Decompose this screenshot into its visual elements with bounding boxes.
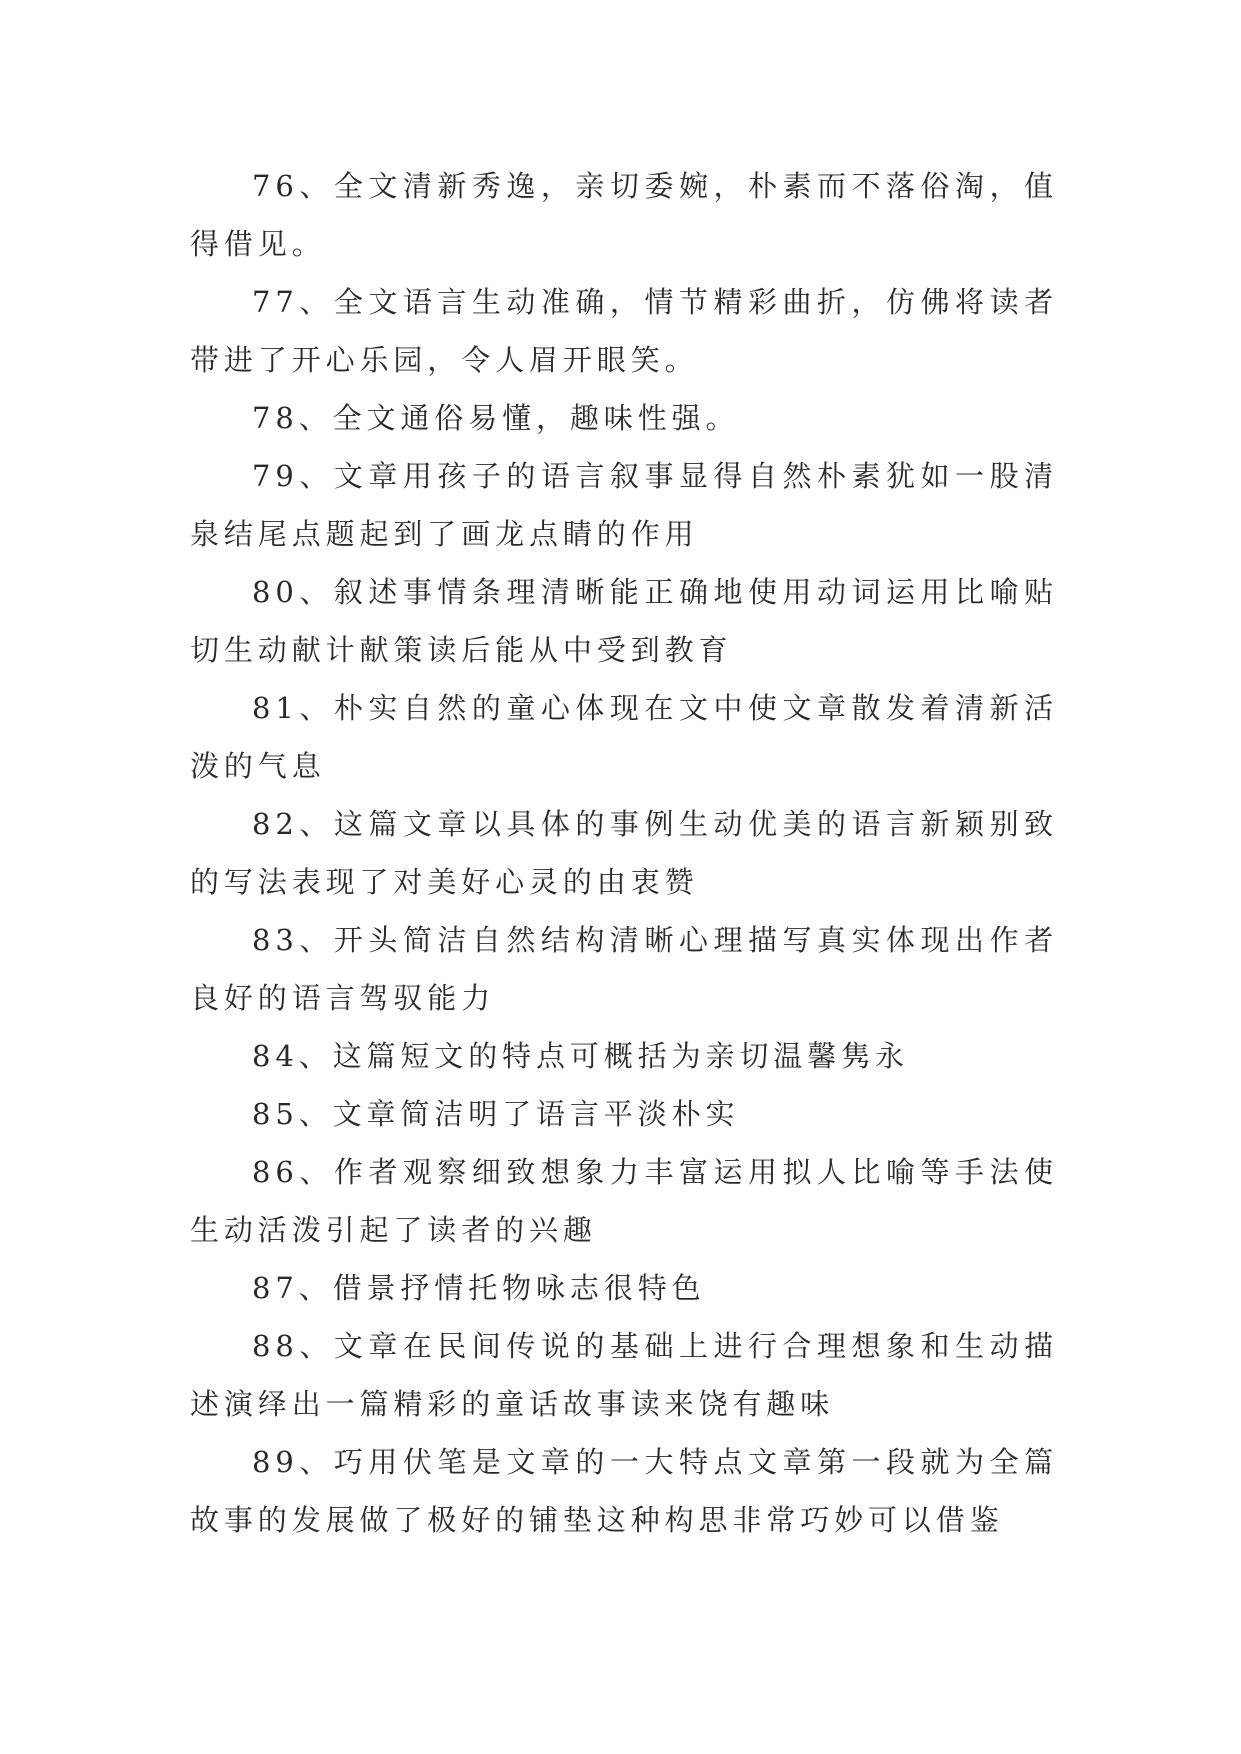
comment-paragraph-84: 84、这篇短文的特点可概括为亲切温馨隽永 — [252, 1039, 909, 1073]
comment-paragraph-87: 87、借景抒情托物咏志很特色 — [252, 1271, 706, 1305]
comment-paragraph-85: 85、文章简洁明了语言平淡朴实 — [252, 1097, 740, 1131]
comment-paragraph-81: 81、朴实自然的童心体现在文中使文章散发着清新活泼的气息 — [190, 691, 1058, 783]
comment-paragraph-77: 77、全文语言生动准确，情节精彩曲折，仿佛将读者带进了开心乐园，令人眉开眼笑。 — [190, 285, 1058, 377]
comment-paragraph-78: 78、全文通俗易懂，趣味性强。 — [252, 401, 740, 435]
comment-paragraph-76: 76、全文清新秀逸，亲切委婉，朴素而不落俗淘，值得借见。 — [190, 169, 1058, 261]
document-body — [190, 157, 1058, 1549]
comment-paragraph-80: 80、叙述事情条理清晰能正确地使用动词运用比喻贴切生动献计献策读后能从中受到教育 — [190, 575, 1058, 667]
comment-paragraph-88: 88、文章在民间传说的基础上进行合理想象和生动描述演绎出一篇精彩的童话故事读来饶有趣味 — [190, 1329, 1058, 1421]
comment-paragraph-82: 82、这篇文章以具体的事例生动优美的语言新颖别致的写法表现了对美好心灵的由衷赞 — [190, 807, 1058, 899]
comment-paragraph-83: 83、开头简洁自然结构清晰心理描写真实体现出作者良好的语言驾驭能力 — [190, 923, 1058, 1015]
comment-paragraph-89: 89、巧用伏笔是文章的一大特点文章第一段就为全篇故事的发展做了极好的铺垫这种构思非常巧妙可以借鉴 — [190, 1445, 1058, 1537]
comment-paragraph-86: 86、作者观察细致想象力丰富运用拟人比喻等手法使生动活泼引起了读者的兴趣 — [190, 1155, 1058, 1247]
comment-paragraph-79: 79、文章用孩子的语言叙事显得自然朴素犹如一股清泉结尾点题起到了画龙点睛的作用 — [190, 459, 1058, 551]
